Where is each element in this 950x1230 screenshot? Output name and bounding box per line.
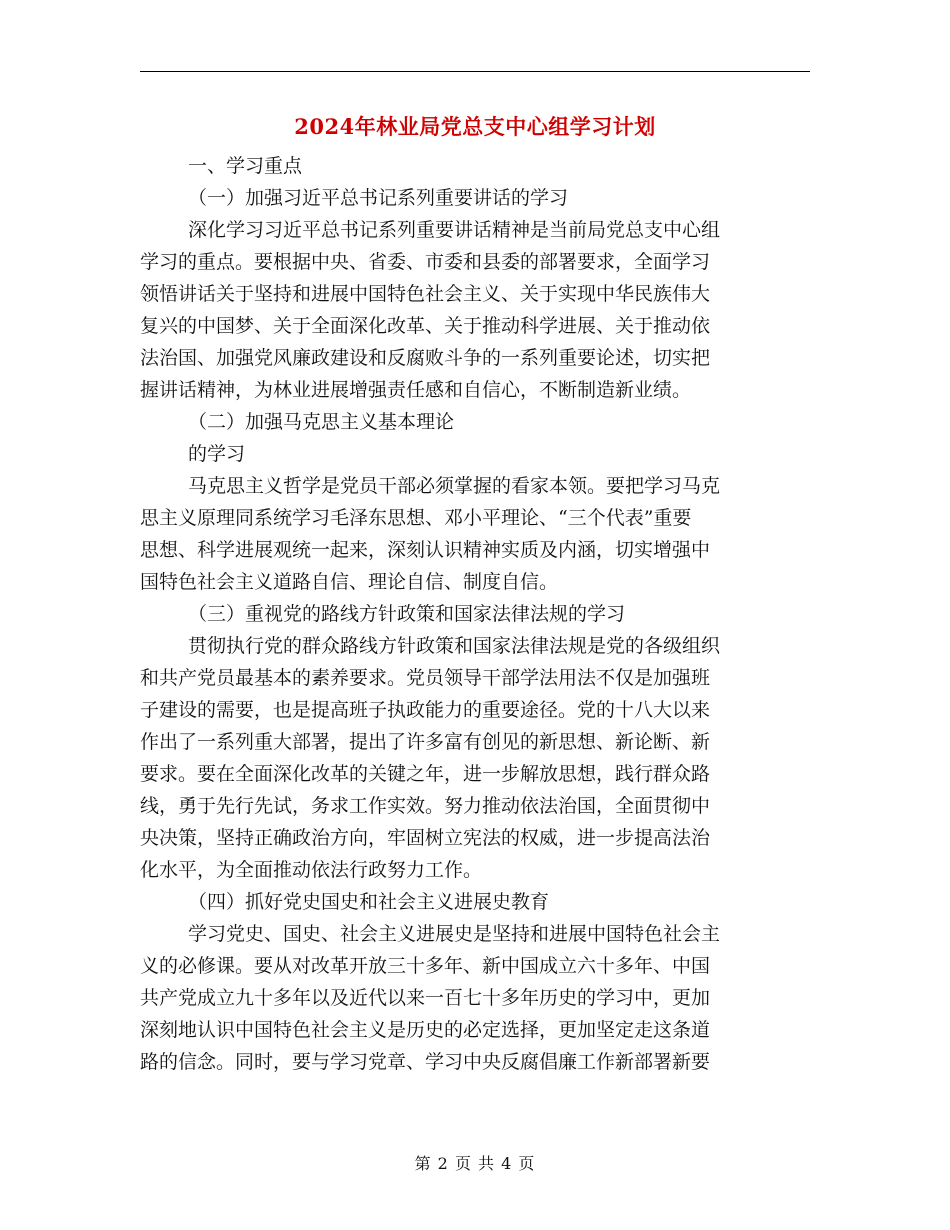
text-line: 共产党成立九十多年以及近代以来一百七十多年历史的学习中，更加 bbox=[140, 987, 711, 1009]
text-line: 化水平，为全面推动依法行政努力工作。 bbox=[140, 859, 483, 881]
text-line: 义的必修课。要从对改革开放三十多年、新中国成立六十多年、中国 bbox=[140, 955, 711, 977]
text-line: 思想、科学进展观统一起来，深刻认识精神实质及内涵，切实增强中 bbox=[140, 539, 711, 561]
text-line: 子建设的需要，也是提高班子执政能力的重要途径。党的十八大以来 bbox=[140, 699, 711, 721]
text-line: 法治国、加强党风廉政建设和反腐败斗争的一系列重要论述，切实把 bbox=[140, 347, 711, 369]
text-line: 握讲话精神，为林业进展增强责任感和自信心，不断制造新业绩。 bbox=[140, 379, 692, 401]
text-line: （二）加强马克思主义基本理论 bbox=[188, 411, 455, 433]
text-line: 学习的重点。要根据中央、省委、市委和县委的部署要求，全面学习 bbox=[140, 251, 711, 273]
text-line: 思主义原理同系统学习毛泽东思想、邓小平理论、“三个代表”重要 bbox=[140, 507, 692, 529]
text-line: 作出了一系列重大部署，提出了许多富有创见的新思想、新论断、新 bbox=[140, 731, 711, 753]
text-line: 线，勇于先行先试，务求工作实效。努力推动依法治国，全面贯彻中 bbox=[140, 795, 711, 817]
text-line: （三）重视党的路线方针政策和国家法律法规的学习 bbox=[188, 603, 626, 625]
text-line: （四）抓好党史国史和社会主义进展史教育 bbox=[188, 891, 550, 913]
text-line: （一）加强习近平总书记系列重要讲话的学习 bbox=[188, 187, 569, 209]
page-number-footer: 第 2 页 共 4 页 bbox=[414, 1154, 536, 1173]
text-line: 路的信念。同时，要与学习党章、学习中央反腐倡廉工作新部署新要 bbox=[140, 1051, 711, 1073]
text-line: 深刻地认识中国特色社会主义是历史的必定选择，更加坚定走这条道 bbox=[140, 1019, 711, 1041]
text-line: 的学习 bbox=[188, 443, 246, 465]
text-line: 国特色社会主义道路自信、理论自信、制度自信。 bbox=[140, 571, 559, 593]
header-rule bbox=[140, 71, 810, 72]
text-line: 学习党史、国史、社会主义进展史是坚持和进展中国特色社会主 bbox=[188, 923, 721, 945]
text-line: 贯彻执行党的群众路线方针政策和国家法律法规是党的各级组织 bbox=[188, 635, 721, 657]
document-body bbox=[140, 150, 810, 1078]
text-line: 一、学习重点 bbox=[188, 155, 303, 177]
document-title: 2024年林业局党总支中心组学习计划 bbox=[294, 114, 656, 139]
text-line: 深化学习习近平总书记系列重要讲话精神是当前局党总支中心组 bbox=[188, 219, 721, 241]
text-line: 央决策，坚持正确政治方向，牢固树立宪法的权威，进一步提高法治 bbox=[140, 827, 711, 849]
text-line: 要求。要在全面深化改革的关键之年，进一步解放思想，践行群众路 bbox=[140, 763, 711, 785]
text-line: 领悟讲话关于坚持和进展中国特色社会主义、关于实现中华民族伟大 bbox=[140, 283, 711, 305]
text-line: 和共产党员最基本的素养要求。党员领导干部学法用法不仅是加强班 bbox=[140, 667, 711, 689]
text-line: 复兴的中国梦、关于全面深化改革、关于推动科学进展、关于推动依 bbox=[140, 315, 711, 337]
text-line: 马克思主义哲学是党员干部必须掌握的看家本领。要把学习马克 bbox=[188, 475, 721, 497]
